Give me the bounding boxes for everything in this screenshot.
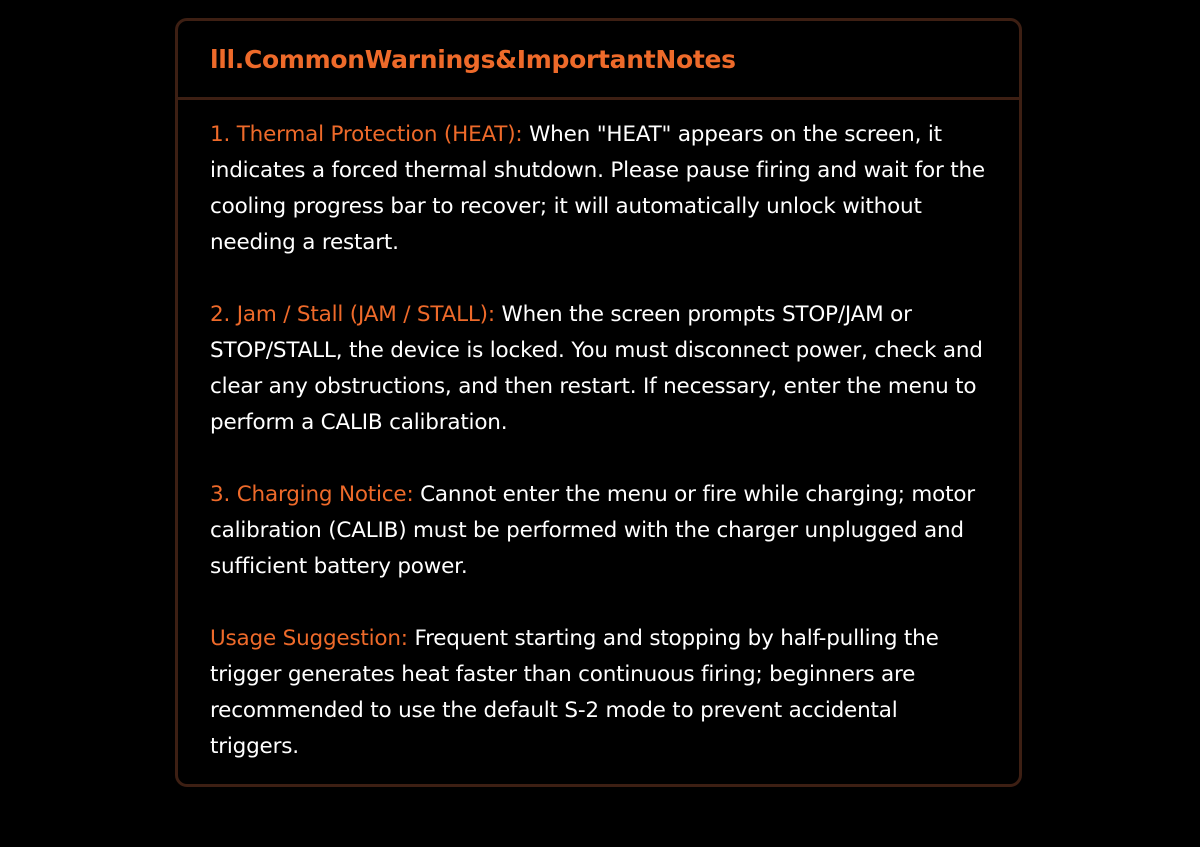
section-title: lll.CommonWarnings&ImportantNotes xyxy=(210,45,736,74)
note-usage-suggestion xyxy=(210,621,989,765)
note-text: When "HEAT" appears on the screen, it indicates a forced thermal shutdown. Please pause firing and wait for the cooling progress bar to recover; it will automatically unlock without needing a restart. xyxy=(210,122,985,255)
note-text: Frequent starting and stopping by half-pulling the trigger generates heat faster than continuous firing; beginners are recommended to use the default S-2 mode to prevent accidental triggers. xyxy=(210,626,939,759)
note-label: Usage Suggestion: xyxy=(210,626,408,651)
note-label: 1. Thermal Protection (HEAT): xyxy=(210,122,523,147)
warnings-panel xyxy=(175,18,1022,787)
panel-header xyxy=(178,21,1019,100)
note-jam-stall xyxy=(210,297,989,441)
note-text: Cannot enter the menu or fire while charging; motor calibration (CALIB) must be performed with the charger unplugged and sufficient battery power. xyxy=(210,482,975,579)
note-label: 3. Charging Notice: xyxy=(210,482,414,507)
note-label: 2. Jam / Stall (JAM / STALL): xyxy=(210,302,495,327)
note-text: When the screen prompts STOP/JAM or STOP/STALL, the device is locked. You must disconnect power, check and clear any obstructions, and then restart. If necessary, enter the menu to perform a CALIB calibration. xyxy=(210,302,983,435)
panel-body xyxy=(178,100,1019,765)
note-thermal-protection xyxy=(210,117,989,261)
note-charging xyxy=(210,477,989,585)
